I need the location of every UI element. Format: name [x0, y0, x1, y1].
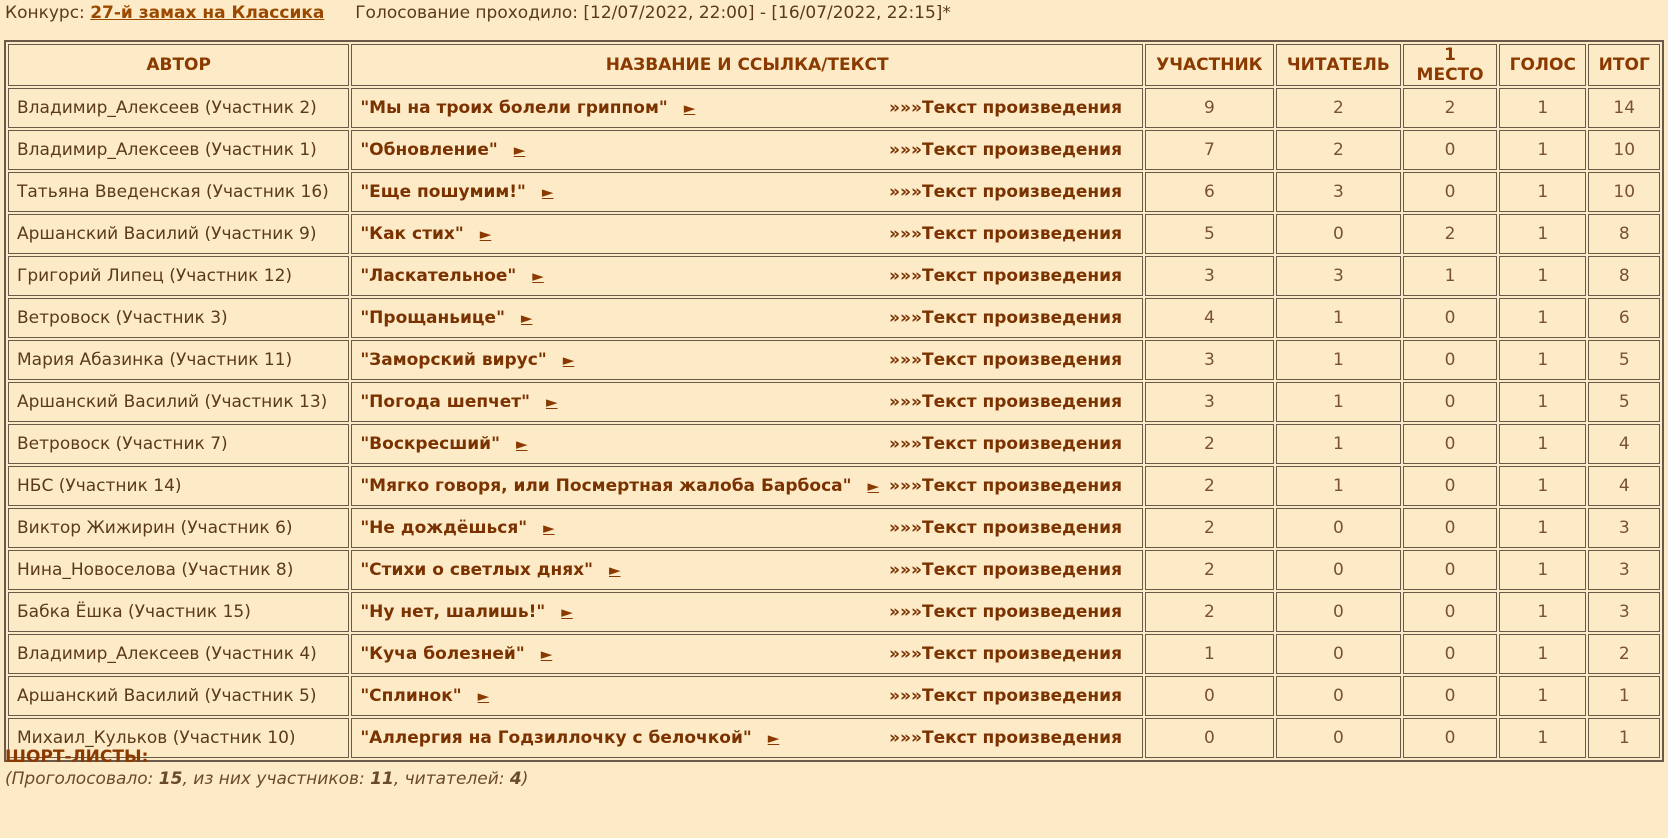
author-cell: Григорий Липец (Участник 12): [8, 256, 349, 296]
participant-score: 2: [1145, 424, 1274, 464]
shortlists-section: [5, 747, 528, 789]
readers-count: 4: [509, 769, 522, 789]
participant-score: 2: [1145, 466, 1274, 506]
title-cell: [351, 256, 1143, 296]
table-row: [8, 214, 1660, 254]
work-text-link[interactable]: »»»Текст произведения: [889, 182, 1122, 202]
work-title-link[interactable]: "Ну нет, шалишь!": [360, 602, 546, 622]
reader-score: 3: [1276, 256, 1401, 296]
work-text-link[interactable]: »»»Текст произведения: [889, 350, 1122, 370]
first-place-score: 0: [1403, 466, 1497, 506]
table-row: [8, 676, 1660, 716]
title-cell: [351, 340, 1143, 380]
work-text-link[interactable]: »»»Текст произведения: [889, 266, 1122, 286]
author-cell: Владимир_Алексеев (Участник 4): [8, 634, 349, 674]
play-icon[interactable]: ►: [561, 603, 573, 621]
vote-score: 1: [1499, 634, 1586, 674]
work-title-link[interactable]: "Стихи о светлых днях": [360, 560, 593, 580]
work-text-link[interactable]: »»»Текст произведения: [889, 644, 1122, 664]
author-cell: Ветровоск (Участник 7): [8, 424, 349, 464]
reader-score: 1: [1276, 382, 1401, 422]
participant-score: 6: [1145, 172, 1274, 212]
col-first-place: 1 МЕСТО: [1403, 44, 1497, 86]
first-place-score: 0: [1403, 508, 1497, 548]
title-cell: [351, 466, 1143, 506]
table-row: [8, 382, 1660, 422]
work-text-link[interactable]: »»»Текст произведения: [889, 560, 1122, 580]
vote-score: 1: [1499, 214, 1586, 254]
contest-name-link[interactable]: 27-й замах на Классика: [90, 3, 325, 23]
total-score: 1: [1588, 718, 1660, 758]
work-text-link[interactable]: »»»Текст произведения: [889, 224, 1122, 244]
work-text-link[interactable]: »»»Текст произведения: [889, 518, 1122, 538]
total-score: 2: [1588, 634, 1660, 674]
work-text-link[interactable]: »»»Текст произведения: [889, 308, 1122, 328]
title-cell: [351, 634, 1143, 674]
work-title-link[interactable]: "Прощаньице": [360, 308, 505, 328]
table-row: [8, 424, 1660, 464]
total-score: 3: [1588, 550, 1660, 590]
reader-score: 2: [1276, 88, 1401, 128]
play-icon[interactable]: ►: [767, 729, 780, 747]
first-place-score: 0: [1403, 382, 1497, 422]
participant-score: 2: [1145, 592, 1274, 632]
table-row: [8, 466, 1660, 506]
play-icon[interactable]: ►: [562, 351, 575, 369]
total-score: 8: [1588, 214, 1660, 254]
reader-score: 0: [1276, 634, 1401, 674]
vote-score: 1: [1499, 592, 1586, 632]
participant-score: 3: [1145, 382, 1274, 422]
reader-score: 0: [1276, 550, 1401, 590]
vote-score: 1: [1499, 340, 1586, 380]
title-cell: [351, 550, 1143, 590]
vote-score: 1: [1499, 508, 1586, 548]
col-participant: УЧАСТНИК: [1145, 44, 1274, 86]
vote-score: 1: [1499, 298, 1586, 338]
first-place-score: 0: [1403, 718, 1497, 758]
reader-score: 0: [1276, 676, 1401, 716]
reader-score: 1: [1276, 340, 1401, 380]
table-row: [8, 592, 1660, 632]
first-place-score: 0: [1403, 298, 1497, 338]
participant-score: 4: [1145, 298, 1274, 338]
total-score: 5: [1588, 340, 1660, 380]
vote-score: 1: [1499, 382, 1586, 422]
vote-score: 1: [1499, 718, 1586, 758]
vote-score: 1: [1499, 424, 1586, 464]
first-place-score: 0: [1403, 172, 1497, 212]
shortlists-stats: (Проголосовало: 15, из них участников: 11, читателей: 4): [5, 769, 529, 789]
first-place-score: 0: [1403, 340, 1497, 380]
table-row: [8, 550, 1660, 590]
play-icon[interactable]: ►: [546, 393, 558, 411]
participant-score: 0: [1145, 718, 1274, 758]
shortlists-title: ШОРТ-ЛИСТЫ:: [5, 747, 149, 767]
vote-score: 1: [1499, 676, 1586, 716]
table-row: [8, 256, 1660, 296]
first-place-score: 1: [1403, 256, 1497, 296]
author-cell: Михаил_Кульков (Участник 10): [8, 718, 349, 758]
author-cell: Ветровоск (Участник 3): [8, 298, 349, 338]
reader-score: 3: [1276, 172, 1401, 212]
total-score: 14: [1588, 88, 1660, 128]
table-row: [8, 508, 1660, 548]
work-title-link[interactable]: "Сплинок": [360, 686, 462, 706]
reader-score: 0: [1276, 592, 1401, 632]
col-author: АВТОР: [8, 44, 349, 86]
play-icon[interactable]: ►: [520, 309, 533, 327]
work-text-link[interactable]: »»»Текст произведения: [889, 602, 1122, 622]
author-cell: Владимир_Алексеев (Участник 2): [8, 88, 349, 128]
total-score: 1: [1588, 676, 1660, 716]
play-icon[interactable]: ►: [541, 183, 554, 201]
first-place-score: 0: [1403, 424, 1497, 464]
vote-score: 1: [1499, 130, 1586, 170]
total-score: 6: [1588, 298, 1660, 338]
reader-score: 1: [1276, 424, 1401, 464]
play-icon[interactable]: ►: [608, 561, 621, 579]
author-cell: Аршанский Василий (Участник 13): [8, 382, 349, 422]
work-text-link[interactable]: »»»Текст произведения: [889, 434, 1122, 454]
play-icon[interactable]: ►: [867, 477, 880, 495]
title-cell: [351, 214, 1143, 254]
title-cell: [351, 172, 1143, 212]
table-header-row: [8, 44, 1660, 86]
participants-count: 11: [370, 769, 394, 789]
play-icon[interactable]: ►: [513, 141, 526, 159]
total-score: 3: [1588, 508, 1660, 548]
total-score: 4: [1588, 424, 1660, 464]
play-icon[interactable]: ►: [477, 687, 490, 705]
table-row: [8, 298, 1660, 338]
col-title: НАЗВАНИЕ И ССЫЛКА/ТЕКСТ: [351, 44, 1143, 86]
author-cell: Виктор Жижирин (Участник 6): [8, 508, 349, 548]
play-icon[interactable]: ►: [540, 645, 553, 663]
total-score: 3: [1588, 592, 1660, 632]
participant-score: 3: [1145, 256, 1274, 296]
title-cell: [351, 508, 1143, 548]
first-place-score: 2: [1403, 88, 1497, 128]
results-table: [4, 40, 1664, 762]
play-icon[interactable]: ►: [532, 267, 544, 285]
title-cell: [351, 424, 1143, 464]
voted-count: 15: [158, 769, 183, 789]
work-text-link[interactable]: »»»Текст произведения: [889, 392, 1122, 412]
first-place-score: 0: [1403, 634, 1497, 674]
author-cell: НБС (Участник 14): [8, 466, 349, 506]
participant-score: 2: [1145, 550, 1274, 590]
first-place-score: 0: [1403, 550, 1497, 590]
author-cell: Нина_Новоселова (Участник 8): [8, 550, 349, 590]
title-cell: [351, 676, 1143, 716]
work-title-link[interactable]: "Погода шепчет": [360, 392, 531, 412]
contest-label: Конкурс:: [5, 3, 85, 23]
author-cell: Владимир_Алексеев (Участник 1): [8, 130, 349, 170]
col-total: ИТОГ: [1588, 44, 1660, 86]
total-score: 10: [1588, 130, 1660, 170]
reader-score: 0: [1276, 718, 1401, 758]
vote-score: 1: [1499, 256, 1586, 296]
work-title-link[interactable]: "Мягко говоря, или Посмертная жалоба Барбоса": [360, 476, 852, 496]
first-place-score: 0: [1403, 676, 1497, 716]
participant-score: 0: [1145, 676, 1274, 716]
author-cell: Бабка Ёшка (Участник 15): [8, 592, 349, 632]
work-text-link[interactable]: »»»Текст произведения: [889, 686, 1122, 706]
work-text-link[interactable]: »»»Текст произведения: [889, 728, 1122, 748]
work-title-link[interactable]: "Еще пошумим!": [360, 182, 526, 202]
work-title-link[interactable]: "Ласкательное": [360, 266, 517, 286]
total-score: 8: [1588, 256, 1660, 296]
table-row: [8, 634, 1660, 674]
work-title-link[interactable]: "Заморский вирус": [360, 350, 547, 370]
participant-score: 2: [1145, 508, 1274, 548]
work-title-link[interactable]: "Мы на троих болели гриппом": [360, 98, 668, 118]
reader-score: 2: [1276, 130, 1401, 170]
author-cell: Аршанский Василий (Участник 5): [8, 676, 349, 716]
work-title-link[interactable]: "Не дождёшься": [360, 518, 528, 538]
author-cell: Аршанский Василий (Участник 9): [8, 214, 349, 254]
work-text-link[interactable]: »»»Текст произведения: [889, 98, 1122, 118]
table-row: [8, 130, 1660, 170]
work-text-link[interactable]: »»»Текст произведения: [889, 476, 1122, 496]
play-icon[interactable]: ►: [543, 519, 555, 537]
title-cell: [351, 130, 1143, 170]
voting-period: Голосование проходило: [12/07/2022, 22:00] - [16/07/2022, 22:15]*: [355, 3, 951, 23]
vote-score: 1: [1499, 88, 1586, 128]
reader-score: 1: [1276, 298, 1401, 338]
reader-score: 1: [1276, 466, 1401, 506]
title-cell: [351, 88, 1143, 128]
title-cell: [351, 592, 1143, 632]
work-title-link[interactable]: "Как стих": [360, 224, 464, 244]
title-cell: [351, 298, 1143, 338]
participant-score: 5: [1145, 214, 1274, 254]
col-reader: ЧИТАТЕЛЬ: [1276, 44, 1401, 86]
reader-score: 0: [1276, 214, 1401, 254]
author-cell: Татьяна Введенская (Участник 16): [8, 172, 349, 212]
table-row: [8, 172, 1660, 212]
work-title-link[interactable]: "Обновление": [360, 140, 498, 160]
work-text-link[interactable]: »»»Текст произведения: [889, 140, 1122, 160]
participant-score: 3: [1145, 340, 1274, 380]
participant-score: 9: [1145, 88, 1274, 128]
reader-score: 0: [1276, 508, 1401, 548]
first-place-score: 2: [1403, 214, 1497, 254]
participant-score: 7: [1145, 130, 1274, 170]
play-icon[interactable]: ►: [479, 225, 492, 243]
work-title-link[interactable]: "Куча болезней": [360, 644, 525, 664]
work-title-link[interactable]: "Воскресший": [360, 434, 500, 454]
first-place-score: 0: [1403, 130, 1497, 170]
total-score: 10: [1588, 172, 1660, 212]
table-row: [8, 340, 1660, 380]
play-icon[interactable]: ►: [515, 435, 528, 453]
contest-header: [5, 3, 951, 23]
vote-score: 1: [1499, 172, 1586, 212]
col-vote: ГОЛОС: [1499, 44, 1586, 86]
total-score: 5: [1588, 382, 1660, 422]
total-score: 4: [1588, 466, 1660, 506]
vote-score: 1: [1499, 466, 1586, 506]
title-cell: [351, 382, 1143, 422]
table-row: [8, 88, 1660, 128]
participant-score: 1: [1145, 634, 1274, 674]
work-title-link[interactable]: "Аллергия на Годзиллочку с белочкой": [360, 728, 752, 748]
first-place-score: 0: [1403, 592, 1497, 632]
play-icon[interactable]: ►: [683, 99, 696, 117]
author-cell: Мария Абазинка (Участник 11): [8, 340, 349, 380]
vote-score: 1: [1499, 550, 1586, 590]
